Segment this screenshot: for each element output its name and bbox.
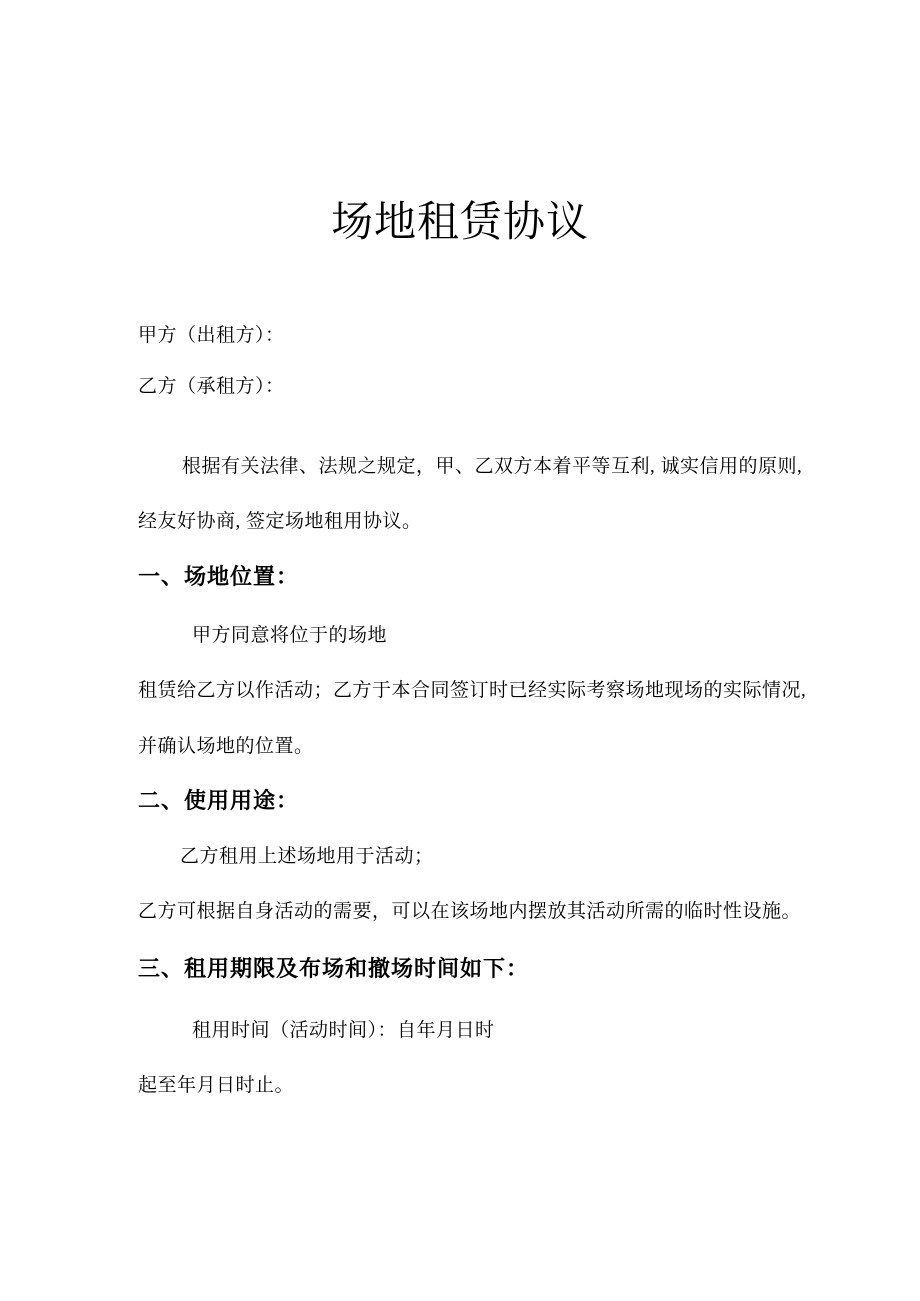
section-2-heading: 二、使用用途： (138, 788, 300, 813)
section-2-line-2: 乙方可根据自身活动的需要，可以在该场地内摆放其活动所需的临时性设施。 (138, 901, 802, 922)
section-2-line-1: 乙方租用上述场地用于活动； (180, 846, 434, 867)
section-3-line-1: 租用时间（活动时间）：自年月日时 (192, 1020, 495, 1041)
preamble-line-1: 根据有关法律、法规之规定，甲、乙双方本着平等互利, 诚实信用的原则, (182, 456, 803, 477)
section-1-line-3: 并确认场地的位置。 (138, 736, 314, 757)
section-3-heading: 三、租用期限及布场和撤场时间如下： (138, 956, 530, 981)
section-1-line-2: 租赁给乙方以作活动；乙方于本合同签订时已经实际考察场地现场的实际情况, (138, 680, 807, 701)
party-a-label: 甲方（出租方）： (138, 325, 285, 346)
section-3-line-2: 起至年月日时止。 (138, 1075, 295, 1096)
section-1-line-1: 甲方同意将位于的场地 (192, 625, 388, 646)
section-1-heading: 一、场地位置： (138, 564, 300, 589)
preamble-line-2: 经友好协商, 签定场地租用协议。 (138, 511, 422, 532)
party-b-label: 乙方（承租方）： (138, 376, 285, 397)
page-title: 场地租赁协议 (330, 200, 589, 246)
